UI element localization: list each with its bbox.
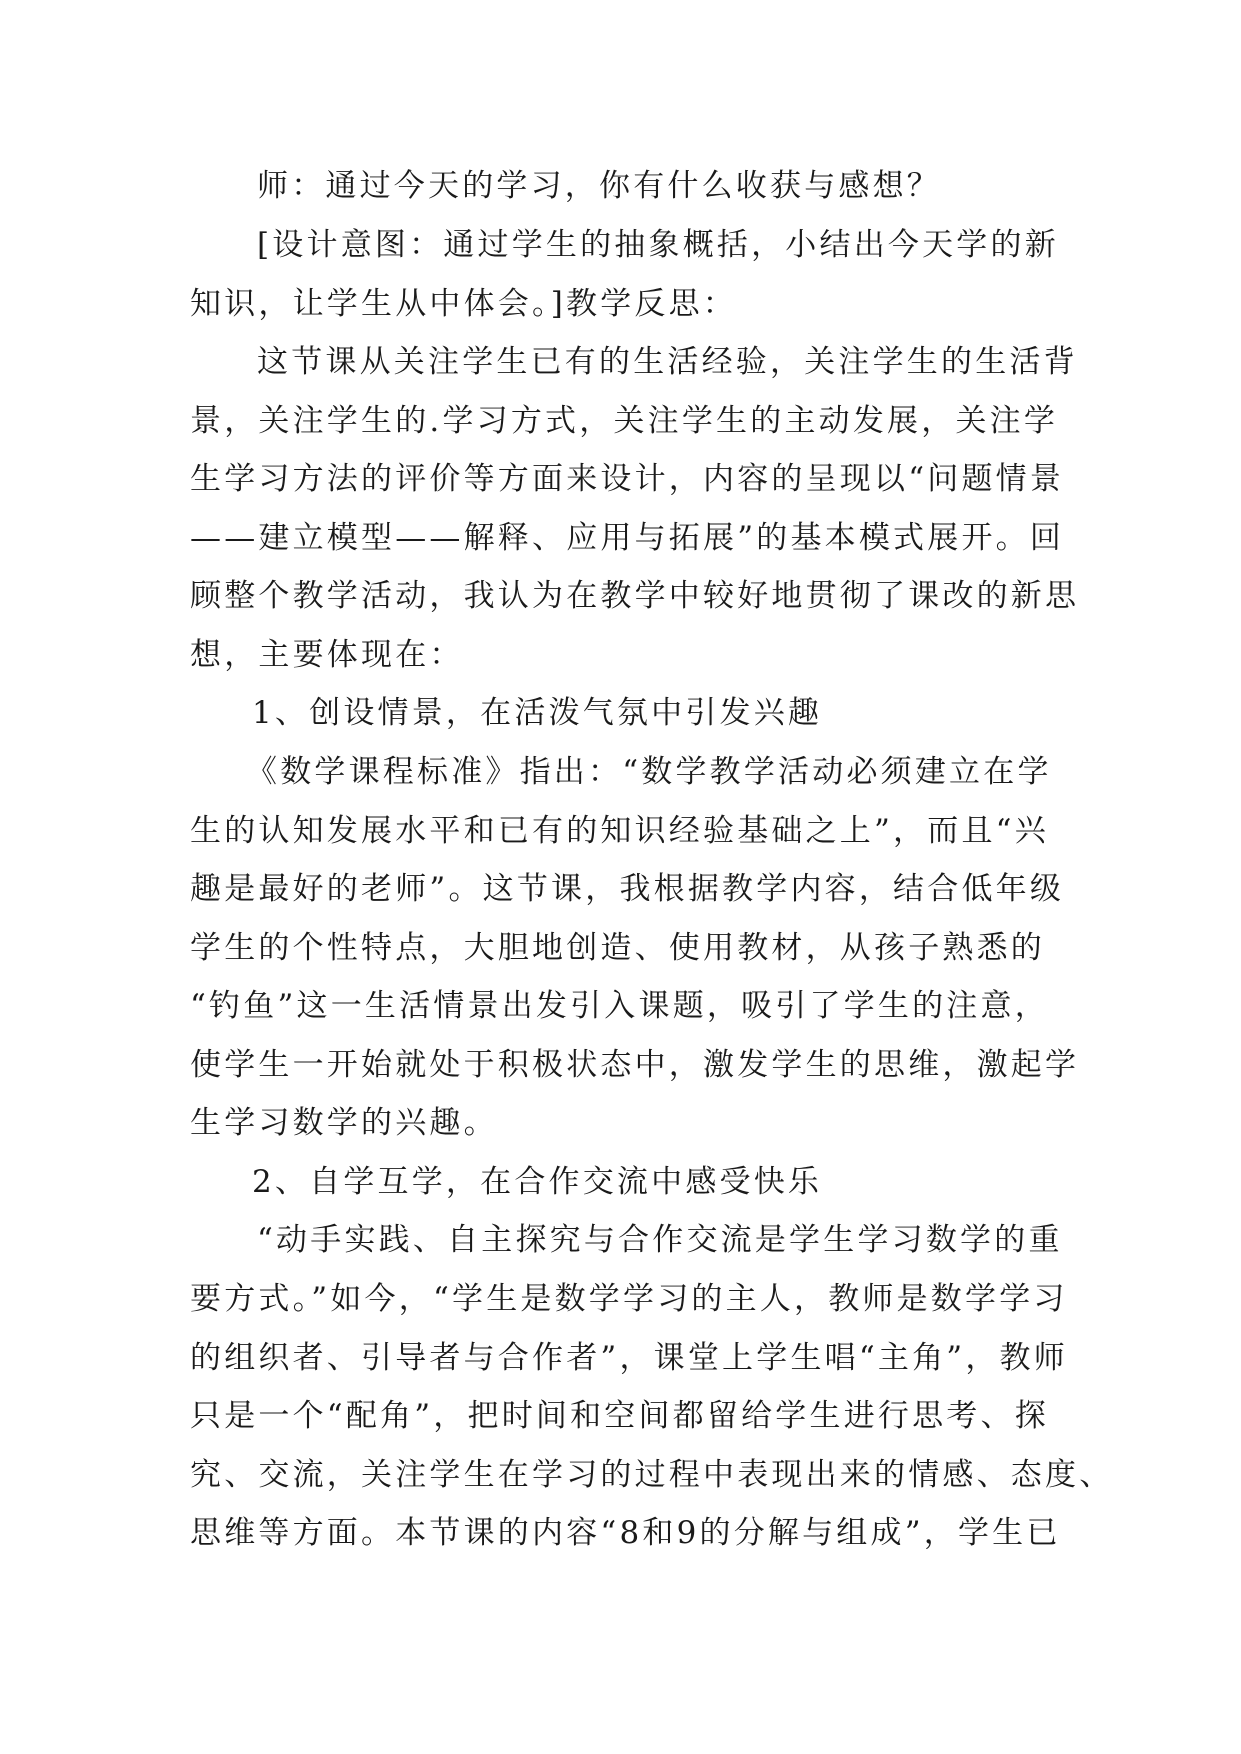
text-line: 学生的个性特点，大胆地创造、使用教材，从孩子熟悉的 [190,930,1045,966]
text-line: 生的认知发展水平和已有的知识经验基础之上”，而且“兴 [190,813,1049,849]
text-line: 生学习方法的评价等方面来设计，内容的呈现以“问题情景 [190,461,1065,497]
section-heading: 2、自学互学，在合作交流中感受快乐 [252,1164,823,1200]
text-line: “钓鱼”这一生活情景出发引入课题，吸引了学生的注意， [190,988,1049,1024]
text-line: [设计意图：通过学生的抽象概括，小结出今天学的新 [257,227,1059,263]
text-line: 生学习数学的兴趣。 [190,1105,498,1141]
text-line: 使学生一开始就处于积极状态中，激发学生的思维，激起学 [190,1047,1080,1083]
text-line: 趣是最好的老师”。这节课，我根据教学内容，结合低年级 [190,871,1065,907]
text-line: 顾整个教学活动，我认为在教学中较好地贯彻了课改的新思 [190,578,1080,614]
text-line: 只是一个“配角”，把时间和空间都留给学生进行思考、探 [190,1398,1049,1434]
text-line: “动手实践、自主探究与合作交流是学生学习数学的重 [257,1222,1063,1258]
text-line: 《数学课程标准》指出：“数学教学活动必须建立在学 [246,754,1052,790]
text-line: 知识，让学生从中体会。]教学反思： [190,286,737,322]
text-line: 想，主要体现在： [190,637,464,673]
text-line: ——建立模型——解释、应用与拓展”的基本模式展开。回 [190,520,1065,556]
section-heading: 1、创设情景，在活泼气氛中引发兴趣 [252,695,823,731]
text-line: 要方式。”如今，“学生是数学学习的主人，教师是数学学习 [190,1281,1068,1317]
text-line: 究、交流，关注学生在学习的过程中表现出来的情感、态度、 [190,1457,1114,1493]
text-line: 思维等方面。本节课的内容“8和9的分解与组成”，学生已 [190,1515,1061,1551]
text-line: 景，关注学生的.学习方式，关注学生的主动发展，关注学 [190,403,1059,439]
text-line: 师：通过今天的学习，你有什么收获与感想？ [257,168,941,204]
text-line: 这节课从关注学生已有的生活经验，关注学生的生活背 [257,344,1078,380]
text-line: 的组织者、引导者与合作者”，课堂上学生唱“主角”，教师 [190,1340,1068,1376]
